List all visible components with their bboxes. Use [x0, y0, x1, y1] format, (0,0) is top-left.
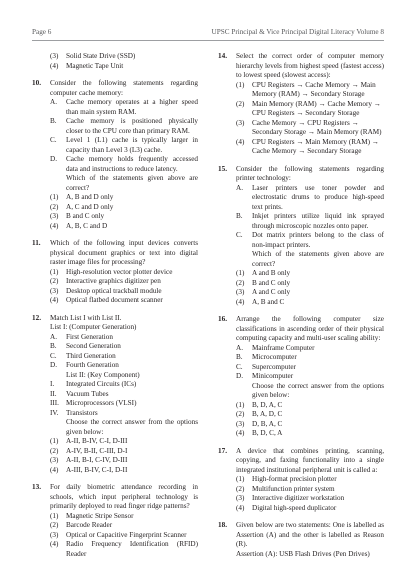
- option-line: Interactive graphics digitizer pen: [66, 277, 161, 285]
- option-line: Solid State Drive (SSD): [66, 52, 136, 60]
- option-text: [66, 277, 198, 287]
- answer-option: [236, 138, 384, 157]
- option-text: [66, 52, 198, 62]
- option-line: Choose the correct answer from the options given below:: [66, 418, 198, 436]
- option-label: (4): [50, 61, 59, 70]
- option-label: (1): [236, 269, 245, 277]
- option-label: B.: [236, 212, 243, 220]
- option-text: [66, 352, 198, 362]
- question-gap: [218, 157, 384, 165]
- question-stem: Arrange the following computer size classifications in ascending order of their physical computing capacity and multi-user scaling ability:: [236, 315, 384, 342]
- option-text: [252, 382, 384, 401]
- answer-choice: [50, 174, 198, 193]
- question-block: [218, 52, 384, 157]
- answer-option: [50, 117, 198, 136]
- option-label: (1): [50, 511, 59, 520]
- option-line: Magnetic Tape Unit: [66, 61, 124, 70]
- question-stem: Select the correct order of computer memory hierarchy levels from highest speed (fastest access) to lowest speed (slowest access):: [236, 52, 384, 79]
- option-line: Secondary Storage → Main Memory (RAM): [252, 128, 382, 136]
- answer-option: [50, 409, 198, 419]
- option-line: Choose the correct answer from the options given below:: [252, 381, 384, 399]
- option-line: Supercomputer: [252, 362, 296, 371]
- option-line: CPU Registers → Cache Memory → Main: [252, 80, 376, 89]
- answer-option: [50, 277, 198, 287]
- answer-option: [50, 52, 198, 62]
- answer-choice: [50, 203, 198, 213]
- option-text: [66, 212, 198, 222]
- option-line: B and C only: [252, 278, 291, 287]
- option-line: Cache Memory → CPU Registers →: [252, 118, 359, 127]
- option-line: Integrated Circuits (ICs): [66, 380, 137, 388]
- option-label: (2): [50, 202, 59, 211]
- answer-choice: [50, 456, 198, 466]
- left-column: [32, 52, 198, 559]
- option-label: IV.: [50, 408, 59, 417]
- option-label: (2): [50, 277, 59, 285]
- option-label: (2): [236, 410, 245, 418]
- option-line: Which of the statements given above are correct?: [252, 250, 384, 268]
- option-text: [252, 401, 384, 411]
- option-text: [66, 174, 198, 193]
- answer-option: [236, 81, 384, 100]
- option-text: [252, 250, 384, 269]
- answer-option: [236, 494, 384, 504]
- option-text: [252, 288, 384, 298]
- option-text: [66, 222, 198, 232]
- option-label: (1): [50, 437, 59, 445]
- option-text: [252, 504, 384, 514]
- option-label: (2): [50, 446, 59, 455]
- option-label: (2): [236, 484, 245, 493]
- answer-choice: [236, 401, 384, 411]
- answer-choice: [236, 410, 384, 420]
- option-text: [66, 136, 198, 155]
- option-text: [66, 540, 198, 559]
- option-line: Mainframe Computer: [252, 343, 315, 352]
- answer-option: [50, 390, 198, 400]
- option-line: Inkjet printers utilize liquid ink sprayed through microscopic nozzles onto paper.: [252, 212, 384, 230]
- option-text: [252, 494, 384, 504]
- answer-choice: [236, 279, 384, 289]
- answer-choice: [236, 269, 384, 279]
- option-label: (4): [236, 503, 245, 512]
- option-text: [66, 296, 198, 306]
- answer-option: [50, 399, 198, 409]
- option-line: Memory (RAM) → Secondary Storage: [252, 90, 365, 98]
- option-text: [252, 420, 384, 430]
- question-number: 13.: [32, 483, 41, 491]
- answer-option: [50, 287, 198, 297]
- option-text: [252, 372, 384, 382]
- answer-choice: [50, 447, 198, 457]
- option-text: [66, 333, 198, 343]
- option-label: (3): [236, 494, 245, 502]
- option-text: [66, 418, 198, 437]
- option-text: [66, 466, 198, 476]
- question-gap: [218, 513, 384, 521]
- option-text: [252, 81, 384, 100]
- option-line: Microprocessors (VLSI): [66, 399, 137, 407]
- option-text: [66, 380, 198, 390]
- answer-option: [50, 62, 198, 72]
- option-text: [252, 485, 384, 495]
- option-line: A and C only: [252, 288, 291, 296]
- option-line: A, B, C and D: [66, 221, 108, 230]
- answer-choice: [50, 418, 198, 437]
- option-line: Main Memory (RAM) → Cache Memory →: [252, 99, 381, 108]
- option-line: A-II, B-I, C-IV, D-III: [66, 456, 128, 464]
- option-line: B, A, D, C: [252, 410, 283, 418]
- question-gap: [32, 231, 198, 239]
- option-label: (3): [236, 118, 245, 127]
- option-text: [252, 212, 384, 231]
- option-label: (4): [50, 540, 59, 548]
- option-label: B.: [50, 342, 57, 350]
- question-block: [32, 52, 198, 71]
- question-stem: Which of the following input devices converts physical document graphics or text into digital raster image files for processing?: [50, 239, 198, 266]
- answer-choice: [236, 250, 384, 269]
- option-label: (3): [50, 212, 59, 220]
- answer-option: [236, 363, 384, 373]
- option-label: II.: [50, 389, 57, 398]
- right-column: [218, 52, 384, 559]
- answer-option: [236, 475, 384, 485]
- answer-option: [50, 98, 198, 117]
- option-line: High-format precision plotter: [252, 475, 337, 483]
- option-label: A.: [236, 183, 243, 192]
- answer-option: [236, 184, 384, 213]
- answer-choice: [50, 193, 198, 203]
- question-gap: [218, 307, 384, 315]
- option-label: [50, 174, 66, 193]
- option-label: (1): [50, 267, 59, 276]
- answer-option: [50, 352, 198, 362]
- option-text: [66, 512, 198, 522]
- option-label: (4): [236, 297, 245, 306]
- option-line: Desktop optical trackball module: [66, 286, 162, 295]
- option-text: [66, 287, 198, 297]
- option-line: First Generation: [66, 332, 113, 341]
- option-label: D.: [236, 372, 243, 380]
- answer-choice: [236, 298, 384, 308]
- option-text: [66, 437, 198, 447]
- option-label: (1): [50, 193, 59, 201]
- answer-option: [236, 504, 384, 514]
- option-line: Vacuum Tubes: [66, 389, 109, 398]
- option-label: B.: [50, 117, 57, 125]
- option-label: [236, 382, 252, 401]
- option-label: (3): [50, 456, 59, 464]
- question-stem: Given below are two statements: One is labelled as Assertion (A) and the other is labelled as Reason (R).: [236, 521, 384, 548]
- option-label: [236, 250, 252, 269]
- option-line: B, D, A, C: [252, 400, 283, 409]
- option-line: A-II, B-IV, C-I, D-III: [66, 437, 128, 445]
- answer-option: [50, 333, 198, 343]
- option-line: A-IV, B-II, C-III, D-I: [66, 446, 128, 455]
- option-text: [252, 269, 384, 279]
- option-text: [252, 410, 384, 420]
- option-text: [252, 429, 384, 439]
- option-text: [252, 279, 384, 289]
- option-text: [252, 363, 384, 373]
- question-block: [218, 521, 384, 559]
- option-line: A, B and D only: [66, 193, 114, 201]
- option-line: Optical flatbed document scanner: [66, 296, 163, 304]
- answer-option: [236, 119, 384, 138]
- option-text: [66, 456, 198, 466]
- question-stem: Consider the following statements regarding printer technology:: [236, 164, 384, 182]
- option-label: (3): [50, 286, 59, 295]
- question-stem: List I: (Computer Generation): [50, 323, 137, 331]
- option-text: [66, 268, 198, 278]
- option-text: [252, 100, 384, 119]
- answer-option: [50, 296, 198, 306]
- option-line: Optical or Capacitive Fingerprint Scanner: [66, 530, 187, 539]
- question-block: [218, 315, 384, 439]
- option-text: [66, 361, 198, 371]
- option-label: III.: [50, 399, 59, 407]
- question-number: 15.: [218, 164, 227, 173]
- answer-option: [50, 540, 198, 559]
- option-line: Level 1 (L1) cache is typically larger in capacity than Level 3 (L3) cache.: [66, 136, 198, 154]
- answer-option: [236, 100, 384, 119]
- option-label: [50, 371, 66, 381]
- option-label: A.: [50, 98, 57, 106]
- answer-option: [236, 372, 384, 382]
- option-label: D.: [50, 361, 57, 369]
- answer-choice: [50, 212, 198, 222]
- option-line: Which of the statements given above are correct?: [66, 174, 198, 192]
- answer-option: [50, 371, 198, 381]
- option-label: C.: [50, 351, 57, 360]
- question-number: 14.: [218, 52, 227, 60]
- question-gap: [32, 475, 198, 483]
- question-stem: Assertion (A): USB Flash Drives (Pen Drives): [236, 549, 370, 558]
- option-text: [66, 62, 198, 72]
- option-label: (2): [236, 99, 245, 108]
- option-label: B.: [236, 353, 243, 361]
- question-stem: A device that combines printing, scanning, copying, and faxing functionality into a single integrated institutional peripheral unit is called a:: [236, 446, 384, 474]
- option-text: [66, 117, 198, 136]
- answer-option: [50, 155, 198, 174]
- answer-option: [50, 268, 198, 278]
- option-line: High-resolution vector plotter device: [66, 267, 173, 276]
- option-text: [252, 119, 384, 138]
- page-header: [32, 27, 384, 37]
- answer-choice: [236, 429, 384, 439]
- option-text: [252, 353, 384, 363]
- option-label: C.: [50, 136, 57, 144]
- option-label: C.: [236, 362, 243, 371]
- option-text: [66, 155, 198, 174]
- question-stem: Consider the following statements regarding computer cache memory:: [50, 79, 198, 97]
- option-label: (4): [50, 296, 59, 304]
- option-label: (4): [236, 137, 245, 146]
- option-label: (1): [236, 400, 245, 409]
- option-line: Microcomputer: [252, 353, 297, 361]
- option-text: [252, 475, 384, 485]
- question-block: [218, 447, 384, 514]
- option-label: (3): [236, 288, 245, 296]
- answer-option: [236, 212, 384, 231]
- option-line: CPU Registers → Secondary Storage: [252, 109, 360, 117]
- option-text: [66, 521, 198, 531]
- answer-choice: [236, 288, 384, 298]
- option-line: B, D, C, A: [252, 429, 283, 437]
- question-stem: For daily biometric attendance recording in schools, which input peripheral technology is primarily deployed to read finger ridge patterns?: [50, 483, 198, 510]
- option-line: Barcode Reader: [66, 521, 113, 529]
- option-text: [66, 409, 198, 419]
- option-text: [252, 298, 384, 308]
- header-rule: [32, 40, 384, 41]
- question-stem: Match List I with List II.: [50, 313, 122, 322]
- page-number: Page 6: [32, 28, 52, 36]
- answer-option: [50, 342, 198, 352]
- option-label: (4): [236, 429, 245, 437]
- option-text: [66, 203, 198, 213]
- option-line: Cache memory is positioned physically closer to the CPU core than primary RAM.: [66, 117, 198, 135]
- option-line: A and B only: [252, 269, 291, 277]
- option-text: [252, 138, 384, 157]
- question-number: 17.: [218, 446, 227, 455]
- answer-choice: [50, 437, 198, 447]
- option-line: Second Generation: [66, 342, 121, 350]
- question-block: [32, 314, 198, 476]
- option-text: [252, 344, 384, 354]
- option-line: CPU Registers → Main Memory (RAM) →: [252, 137, 379, 146]
- option-line: Cache memory holds frequently accessed data and instructions to reduce latency.: [66, 155, 198, 173]
- answer-option: [236, 485, 384, 495]
- question-gap: [218, 439, 384, 447]
- option-label: D.: [50, 155, 57, 163]
- option-line: Cache memory operates at a higher speed than main system RAM.: [66, 98, 198, 116]
- option-label: (3): [50, 52, 59, 60]
- option-text: [66, 447, 198, 457]
- answer-choice: [50, 222, 198, 232]
- option-text: [66, 399, 198, 409]
- answer-option: [50, 512, 198, 522]
- answer-option: [236, 344, 384, 354]
- answer-choice: [50, 466, 198, 476]
- option-line: A-III, B-IV, C-I, D-II: [66, 465, 128, 474]
- option-label: (4): [50, 465, 59, 474]
- option-label: (3): [236, 419, 245, 428]
- question-number: 16.: [218, 315, 227, 323]
- option-line: List II: (Key Component): [66, 370, 140, 379]
- option-label: (4): [50, 221, 59, 230]
- option-label: A.: [50, 332, 57, 341]
- answer-option: [236, 353, 384, 363]
- question-block: [32, 239, 198, 306]
- answer-option: [236, 231, 384, 250]
- question-number: 11.: [32, 239, 41, 247]
- question-number: 18.: [218, 521, 227, 529]
- option-line: Magnetic Stripe Sensor: [66, 511, 134, 520]
- option-label: (2): [236, 278, 245, 287]
- option-line: Interactive digitizer workstation: [252, 494, 345, 502]
- option-line: Cache Memory → Secondary Storage: [252, 147, 362, 155]
- option-line: Dot matrix printers belong to the class of non-impact printers.: [252, 231, 384, 249]
- option-line: Laser printers use toner powder and electrostatic drums to produce high-speed text prints.: [252, 183, 384, 211]
- running-title: UPSC Principal & Vice Principal Digital Literacy Volume 8: [211, 28, 384, 36]
- option-line: Third Generation: [66, 351, 116, 360]
- question-gap: [32, 71, 198, 79]
- question-number: 12.: [32, 313, 41, 322]
- question-block: [32, 79, 198, 231]
- option-line: Digital high-speed duplicator: [252, 503, 337, 512]
- option-text: [66, 193, 198, 203]
- option-text: [66, 371, 198, 381]
- option-line: Multifunction printer system: [252, 484, 335, 493]
- answer-option: [50, 361, 198, 371]
- option-label: C.: [236, 231, 243, 239]
- answer-choice: [236, 420, 384, 430]
- option-text: [66, 342, 198, 352]
- option-label: (2): [50, 521, 59, 529]
- question-gap: [32, 306, 198, 314]
- option-text: [66, 531, 198, 541]
- option-text: [252, 231, 384, 250]
- option-line: A, C and D only: [66, 202, 114, 211]
- option-line: Fourth Generation: [66, 361, 119, 369]
- option-text: [66, 390, 198, 400]
- question-number: 10.: [32, 79, 41, 87]
- option-label: I.: [50, 380, 55, 388]
- option-label: (1): [236, 80, 245, 89]
- option-label: (3): [50, 530, 59, 539]
- answer-option: [50, 521, 198, 531]
- option-line: D, B, A, C: [252, 419, 283, 428]
- option-line: B and C only: [66, 212, 105, 220]
- option-label: (1): [236, 475, 245, 483]
- question-block: [218, 165, 384, 308]
- option-label: A.: [236, 343, 243, 352]
- answer-option: [50, 531, 198, 541]
- answer-option: [50, 380, 198, 390]
- option-text: [66, 98, 198, 117]
- answer-option: [50, 136, 198, 155]
- option-line: Minicomputer: [252, 372, 294, 380]
- option-text: [252, 184, 384, 213]
- option-line: Transistors: [66, 408, 98, 417]
- question-block: [32, 483, 198, 559]
- option-line: A, B and C: [252, 297, 285, 306]
- answer-choice: [236, 382, 384, 401]
- option-line: Radio Frequency Identification (RFID) Reader: [66, 540, 198, 558]
- option-label: [50, 418, 66, 437]
